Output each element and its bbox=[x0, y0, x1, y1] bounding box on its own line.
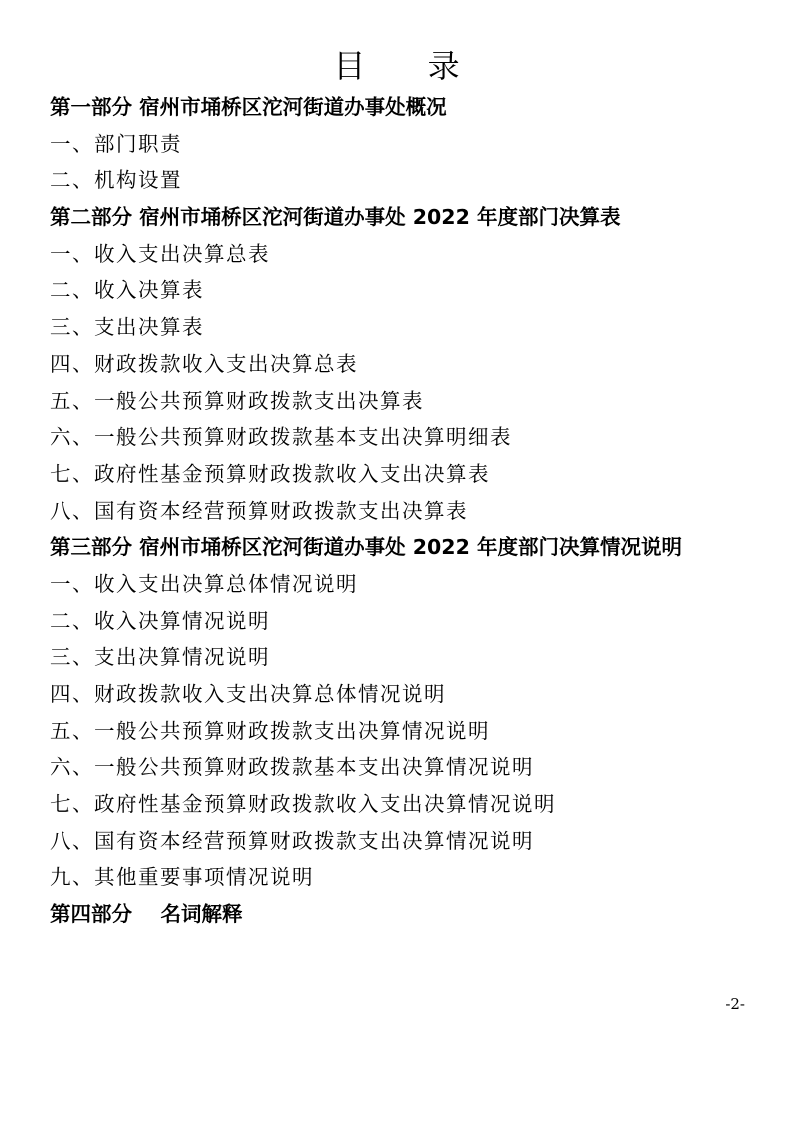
page-number: -2- bbox=[725, 995, 745, 1013]
toc-item: 八、国有资本经营预算财政拨款支出决算情况说明 bbox=[50, 828, 534, 853]
toc-item: 五、一般公共预算财政拨款支出决算情况说明 bbox=[50, 718, 490, 743]
toc-item: 二、收入决算表 bbox=[50, 278, 204, 303]
toc-item: 三、支出决算情况说明 bbox=[50, 645, 270, 670]
toc-item: 四、财政拨款收入支出决算总表 bbox=[50, 351, 358, 376]
toc-item: 四、财政拨款收入支出决算总体情况说明 bbox=[50, 682, 446, 707]
toc-item: 一、收入支出决算总表 bbox=[50, 241, 270, 266]
toc-item: 九、其他重要事项情况说明 bbox=[50, 865, 314, 890]
toc-item: 一、收入支出决算总体情况说明 bbox=[50, 571, 358, 596]
toc-item: 八、国有资本经营预算财政拨款支出决算表 bbox=[50, 498, 468, 523]
toc-part-heading: 第一部分 宿州市埇桥区沱河街道办事处概况 bbox=[50, 95, 447, 119]
toc-part-heading: 第四部分 名词解释 bbox=[50, 902, 243, 927]
toc-item: 六、一般公共预算财政拨款基本支出决算情况说明 bbox=[50, 755, 534, 780]
toc-part-heading: 第二部分 宿州市埇桥区沱河街道办事处 2022 年度部门决算表 bbox=[50, 205, 621, 230]
toc-item: 七、政府性基金预算财政拨款收入支出决算情况说明 bbox=[50, 792, 556, 817]
toc-item: 二、收入决算情况说明 bbox=[50, 608, 270, 633]
toc-part-heading: 第三部分 宿州市埇桥区沱河街道办事处 2022 年度部门决算情况说明 bbox=[50, 535, 682, 560]
toc-item: 一、部门职责 bbox=[50, 131, 182, 156]
toc-item: 三、支出决算表 bbox=[50, 315, 204, 340]
toc-item: 二、机构设置 bbox=[50, 168, 182, 193]
table-of-contents bbox=[50, 89, 760, 933]
toc-item: 七、政府性基金预算财政拨款收入支出决算表 bbox=[50, 461, 490, 486]
page-title: 目 录 bbox=[333, 47, 486, 85]
toc-item: 六、一般公共预算财政拨款基本支出决算明细表 bbox=[50, 425, 512, 450]
toc-item: 五、一般公共预算财政拨款支出决算表 bbox=[50, 388, 424, 413]
